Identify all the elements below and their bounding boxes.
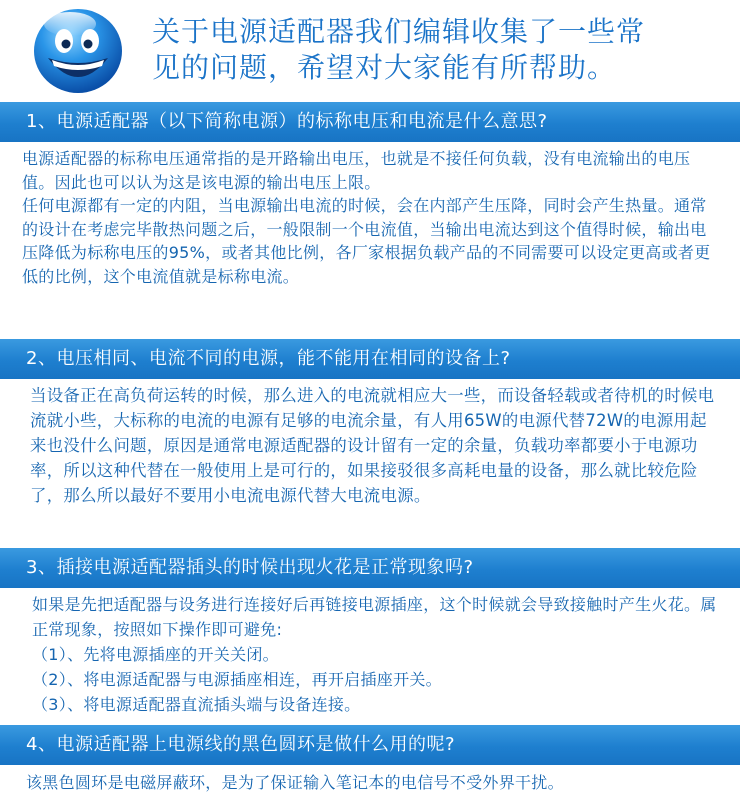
section-1-heading: 1、电源适配器（以下简称电源）的标称电压和电流是什么意思?: [0, 102, 740, 142]
section-3-step: （3）、将电源适配器直流插头端与设备连接。: [32, 695, 361, 714]
section-3-heading: 3、插接电源适配器插头的时候出现火花是正常现象吗?: [0, 548, 740, 588]
title-line-2: 见的问题，希望对大家能有所帮助。: [152, 51, 617, 84]
smiley-face-icon: [30, 4, 126, 96]
section-2-body: [0, 383, 740, 508]
section-4-paragraph: 该黑色圆环是电磁屏蔽环，是为了保证输入笔记本的电信号不受外界干扰。: [26, 773, 564, 792]
section-4-heading: 4、电源适配器上电源线的黑色圆环是做什么用的呢?: [0, 725, 740, 765]
section-1-paragraph: 任何电源都有一定的内阻，当电源输出电流的时候，会在内部产生压降，同时会产生热量。通常的设计在考虑完毕散热问题之后，一般限制一个电流值，当输出电流达到这个值得时候，输出电压降低为标称电压的95%，或者其他比例，各厂家根据负载产品的不同需要可以设定更高或者更低的比例，这个电流值就是标称电流。: [22, 196, 711, 286]
section-1-body: [0, 147, 740, 289]
section-2-heading: 2、电压相同、电流不同的电源，能不能用在相同的设备上?: [0, 339, 740, 379]
section-4-body: [0, 770, 740, 795]
section-3-body: [0, 592, 740, 717]
page-header: [0, 0, 740, 100]
section-3-step: （1）、先将电源插座的开关关闭。: [32, 645, 279, 664]
section-3-paragraph: 如果是先把适配器与设务进行连接好后再链接电源插座，这个时候就会导致接触时产生火花。属正常现象，按照如下操作即可避免:: [32, 595, 717, 639]
section-1-paragraph: 电源适配器的标称电压通常指的是开路输出电压，也就是不接任何负载，没有电流输出的电压值。因此也可以认为这是该电源的输出电压上限。: [22, 149, 691, 192]
title-line-1: 关于电源适配器我们编辑收集了一些常: [152, 15, 646, 48]
section-3-step: （2）、将电源适配器与电源插座相连，再开启插座开关。: [32, 670, 442, 689]
page-title: [152, 14, 732, 86]
section-2-paragraph: 当设备正在高负荷运转的时候，那么进入的电流就相应大一些，而设备轻载或者待机的时候电流就小些，大标称的电流的电源有足够的电流余量，有人用65W的电源代替72W的电源用起来也没什么问题，原因是通常电源适配器的设计留有一定的余量，负载功率都要小于电源功率，所以这种代替在一般使用上是可行的，如果接驳很多高耗电量的设备，那么就比较危险了，那么所以最好不要用小电流电源代替大电流电源。: [30, 386, 715, 505]
